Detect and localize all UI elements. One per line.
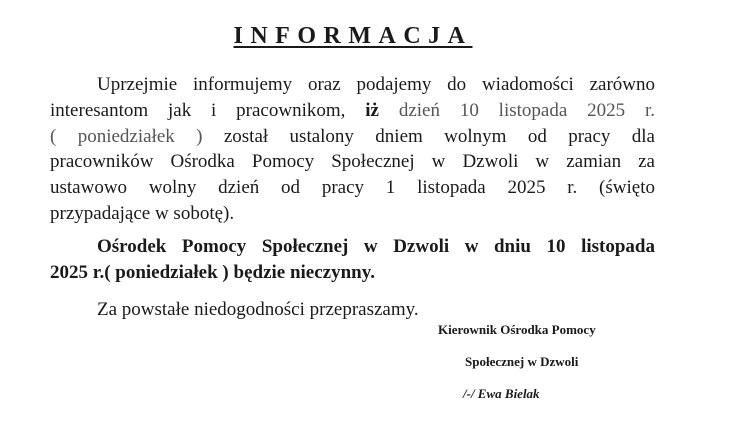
- paragraph-main-line-6: przypadające w sobotę).: [50, 202, 235, 224]
- paragraph-main-line-2: [50, 98, 655, 124]
- paragraph-main: [50, 72, 655, 227]
- signature-title-line-2: Społecznej w Dzwoli: [465, 354, 579, 369]
- apology-text: Za powstałe niedogodności przepraszamy.: [97, 299, 419, 320]
- closure-notice-line-2: 2025 r.( poniedziałek ) będzie nieczynny.: [50, 262, 375, 283]
- line-3-text: został ustalony dniem wolnym od pracy dla: [223, 125, 655, 147]
- paragraph-main-line-5: ustawowo wolny dzień od pracy 1 listopada 2025 r. (święto: [50, 177, 655, 199]
- closure-notice: [50, 234, 655, 286]
- weekday-highlight: ( poniedziałek ): [50, 125, 203, 147]
- signature-name: /-/ Ewa Bielak: [463, 386, 540, 401]
- closure-notice-line-1: Ośrodek Pomocy Społecznej w Dzwoli w dniu 10 listopada: [97, 236, 655, 257]
- date-highlight: dzień 10 listopada 2025 r.: [398, 99, 656, 121]
- line-2-bold: iż: [365, 99, 379, 121]
- line-2-text: interesantom jak i pracownikom,: [50, 99, 346, 121]
- signature-title-line-1: Kierownik Ośrodka Pomocy: [438, 322, 596, 337]
- paragraph-main-line-1: Uprzejmie informujemy oraz podajemy do wiadomości zarówno: [97, 74, 655, 95]
- document-title: INFORMACJA: [233, 23, 473, 49]
- paragraph-main-line-4: pracowników Ośrodka Pomocy Społecznej w Dzwoli w zamian za: [50, 151, 655, 173]
- paragraph-main-line-3: [50, 124, 655, 150]
